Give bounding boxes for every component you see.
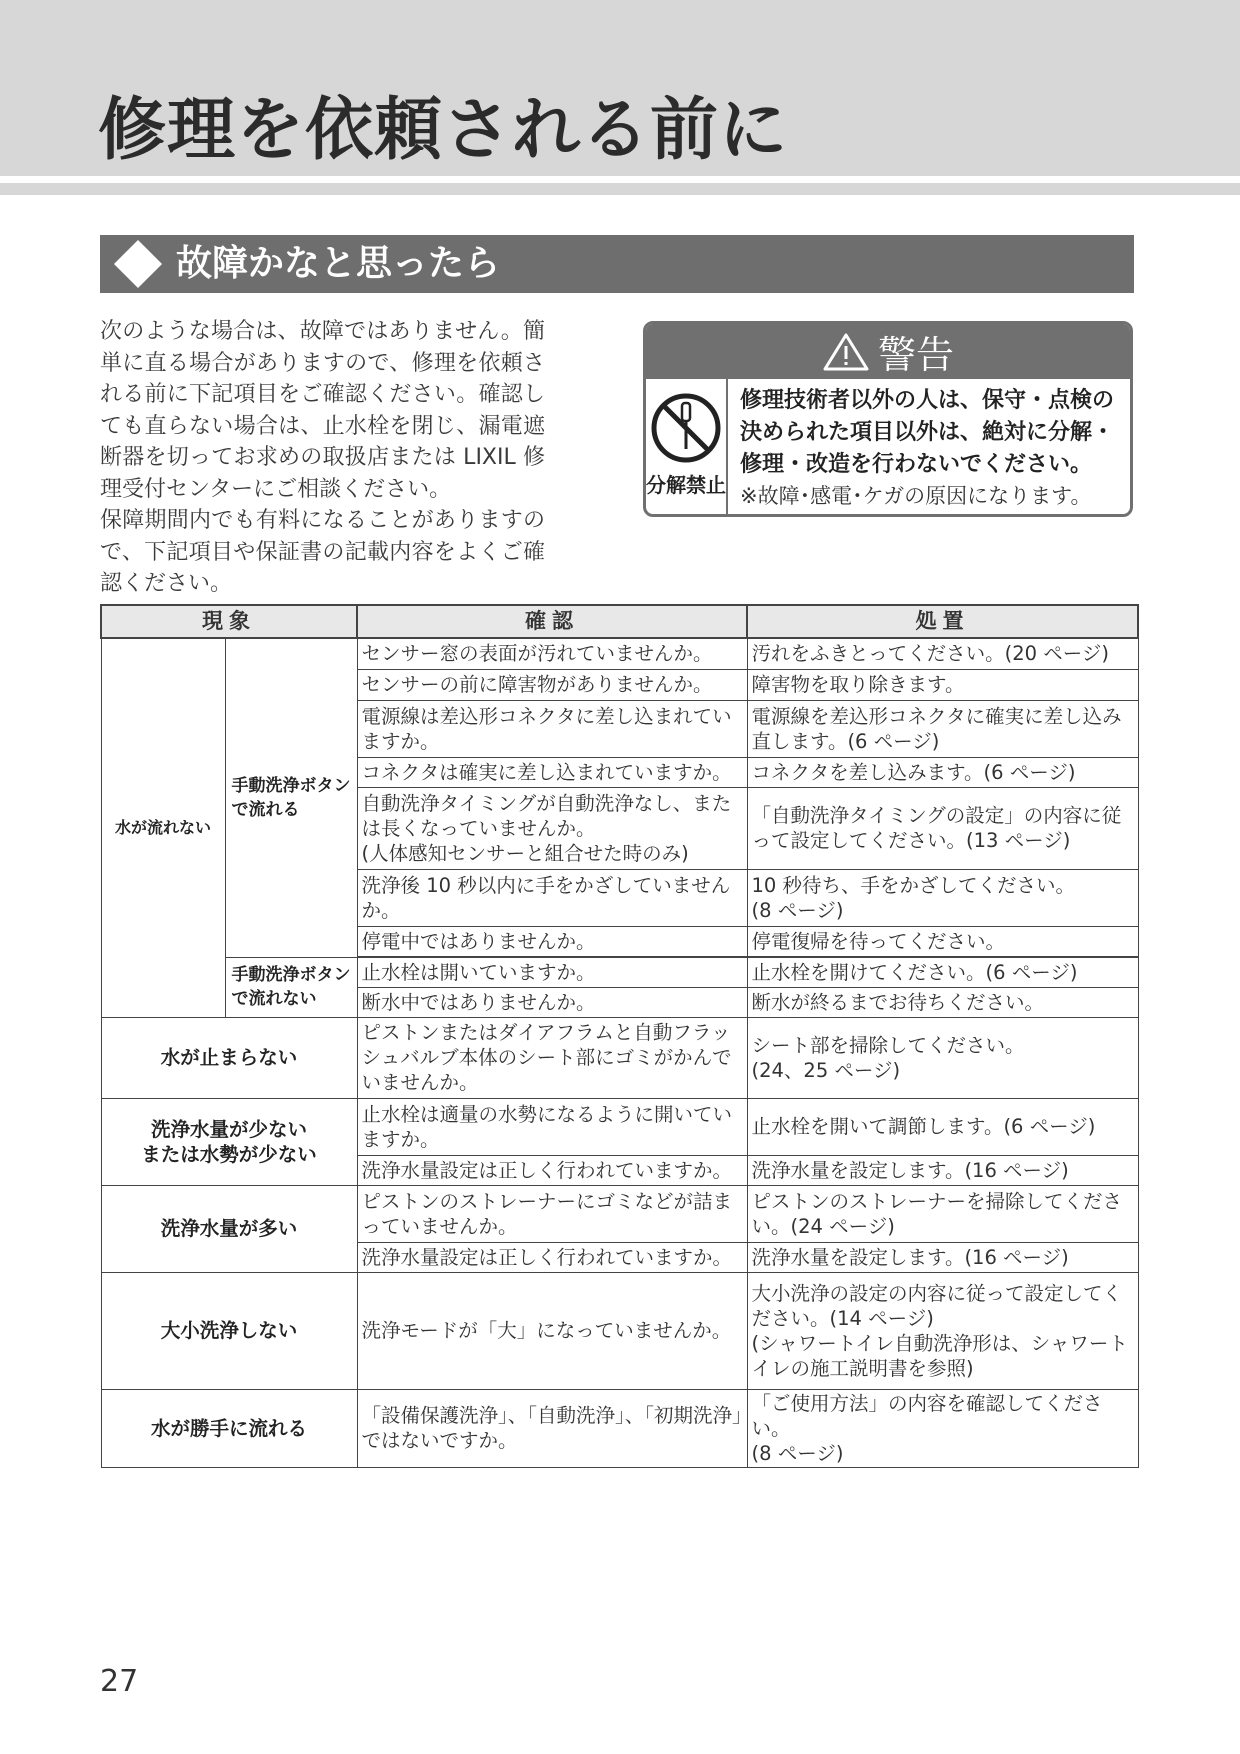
warning-header: [646, 324, 1130, 379]
action-text: 10 秒待ち、手をかざしてください。: [751, 873, 1076, 897]
table-row: [101, 1389, 1138, 1467]
action-cell: ピストンのストレーナーを掃除してください。(24 ページ): [747, 1185, 1138, 1242]
action-cell: 洗浄水量を設定します。(16 ページ): [747, 1155, 1138, 1185]
check-cell: 洗浄水量設定は正しく行われていますか。: [357, 1242, 747, 1272]
check-cell: ピストンまたはダイアフラムと自動フラッシュバルブ本体のシート部にゴミがかんでいませんか。: [357, 1017, 747, 1098]
warning-body: [646, 379, 1130, 514]
page-number: 27: [100, 1664, 139, 1699]
phenomenon-line-2: または水勢が少ない: [141, 1142, 317, 1166]
phenomenon-cell: 洗浄水量が多い: [101, 1185, 357, 1272]
phenomenon-cell: 水が勝手に流れる: [101, 1389, 357, 1467]
action-cell: 電源線を差込形コネクタに確実に差し込み直します。(6 ページ): [747, 700, 1138, 757]
check-cell: 停電中ではありませんか。: [357, 926, 747, 956]
check-cell: 断水中ではありませんか。: [357, 987, 747, 1017]
phenomenon-cell: 水が止まらない: [101, 1017, 357, 1098]
action-note: (8 ページ): [751, 1441, 844, 1465]
phenomenon-line-1: 洗浄水量が少ない: [150, 1117, 307, 1141]
action-cell: 停電復帰を待ってください。: [747, 926, 1138, 956]
warning-box: [643, 321, 1133, 517]
action-cell: 障害物を取り除きます。: [747, 669, 1138, 700]
action-cell: [747, 869, 1138, 926]
subcondition-cell: 手動洗浄ボタンで流れない: [225, 957, 357, 1017]
warning-triangle-icon: [822, 332, 870, 372]
check-cell: 洗浄モードが「大」になっていませんか。: [357, 1272, 747, 1389]
action-cell: [747, 1389, 1138, 1467]
check-text: 自動洗浄タイミングが自動洗浄なし、または長くなっていませんか。: [361, 791, 732, 840]
check-cell: [357, 787, 747, 869]
check-cell: 洗浄後 10 秒以内に手をかざしていませんか。: [357, 869, 747, 926]
warning-text-cell: [728, 379, 1130, 514]
table-row: [101, 638, 1138, 669]
action-note: (シャワートイレ自動洗浄形は、シャワートイレの施工説明書を参照): [751, 1331, 1128, 1380]
table-row: [101, 1098, 1138, 1155]
action-text: シート部を掃除してください。: [751, 1033, 1025, 1057]
phenomenon-cell: [101, 1098, 357, 1185]
phenomenon-cell: 大小洗浄しない: [101, 1272, 357, 1389]
intro-paragraph-2: 保障期間内でも有料になることがありますので、下記項目や保証書の記載内容をよくご確認ください。: [100, 508, 545, 596]
action-text: 「ご使用方法」の内容を確認してください。: [751, 1391, 1103, 1440]
warning-note: ※故障･感電･ケガの原因になります。: [740, 484, 1092, 508]
header-action: 処置: [747, 605, 1138, 638]
table-row: [101, 1272, 1138, 1389]
check-cell: センサーの前に障害物がありませんか。: [357, 669, 747, 700]
action-cell: 洗浄水量を設定します。(16 ページ): [747, 1242, 1138, 1272]
warning-text: 修理技術者以外の人は、保守・点検の決められた項目以外は、絶対に分解・修理・改造を行わないでください。: [740, 388, 1115, 477]
header-check: 確認: [357, 605, 747, 638]
check-cell: ピストンのストレーナーにゴミなどが詰まっていませんか。: [357, 1185, 747, 1242]
section-title: 故障かなと思ったら: [176, 243, 501, 284]
header-phenomenon: 現象: [101, 605, 357, 638]
action-cell: 汚れをふきとってください。(20 ページ): [747, 638, 1138, 669]
check-cell: 止水栓は開いていますか。: [357, 957, 747, 987]
action-cell: 止水栓を開けてください。(6 ページ): [747, 957, 1138, 987]
header-divider: [0, 183, 1240, 195]
action-cell: 断水が終るまでお待ちください。: [747, 987, 1138, 1017]
check-note: (人体感知センサーと組合せた時のみ): [361, 841, 689, 865]
phenomenon-cell: 水が流れない: [101, 638, 225, 1017]
action-cell: [747, 1272, 1138, 1389]
check-cell: コネクタは確実に差し込まれていますか。: [357, 757, 747, 787]
warning-icon-cell: [646, 379, 728, 514]
table-row: [101, 1017, 1138, 1098]
table-header-row: [101, 605, 1138, 638]
intro-text: [100, 316, 545, 600]
subcondition-cell: 手動洗浄ボタンで流れる: [225, 638, 357, 957]
page-title: 修理を依頼される前に: [98, 91, 789, 170]
check-cell: 洗浄水量設定は正しく行われていますか。: [357, 1155, 747, 1185]
table-row: [101, 1185, 1138, 1242]
check-cell: 電源線は差込形コネクタに差し込まれていますか。: [357, 700, 747, 757]
check-cell: 「設備保護洗浄」、「自動洗浄」、「初期洗浄」ではないですか。: [357, 1389, 747, 1467]
action-cell: 「自動洗浄タイミングの設定」の内容に従って設定してください。(13 ページ): [747, 787, 1138, 869]
intro-paragraph-1: 次のような場合は、故障ではありません。簡単に直る場合がありますので、修理を依頼される前に下記項目をご確認ください。確認しても直らない場合は、止水栓を閉じ、漏電遮断器を切ってお求めの取扱店または LIXIL 修理受付センターにご相談ください。: [100, 319, 545, 502]
troubleshooting-table: [100, 604, 1139, 1468]
warning-title: 警告: [877, 333, 954, 377]
action-note: (24、25 ページ): [751, 1058, 901, 1082]
warning-icon-label: 分解禁止: [646, 473, 726, 497]
check-cell: センサー窓の表面が汚れていませんか。: [357, 638, 747, 669]
action-cell: 止水栓を開いて調節します。(6 ページ): [747, 1098, 1138, 1155]
table-row: [101, 957, 1138, 987]
action-text: 大小洗浄の設定の内容に従って設定してください。(14 ページ): [751, 1281, 1123, 1330]
action-cell: [747, 1017, 1138, 1098]
action-cell: コネクタを差し込みます。(6 ページ): [747, 757, 1138, 787]
action-note: (8 ページ): [751, 898, 844, 922]
no-disassemble-icon: [649, 391, 723, 465]
check-cell: 止水栓は適量の水勢になるように開いていますか。: [357, 1098, 747, 1155]
